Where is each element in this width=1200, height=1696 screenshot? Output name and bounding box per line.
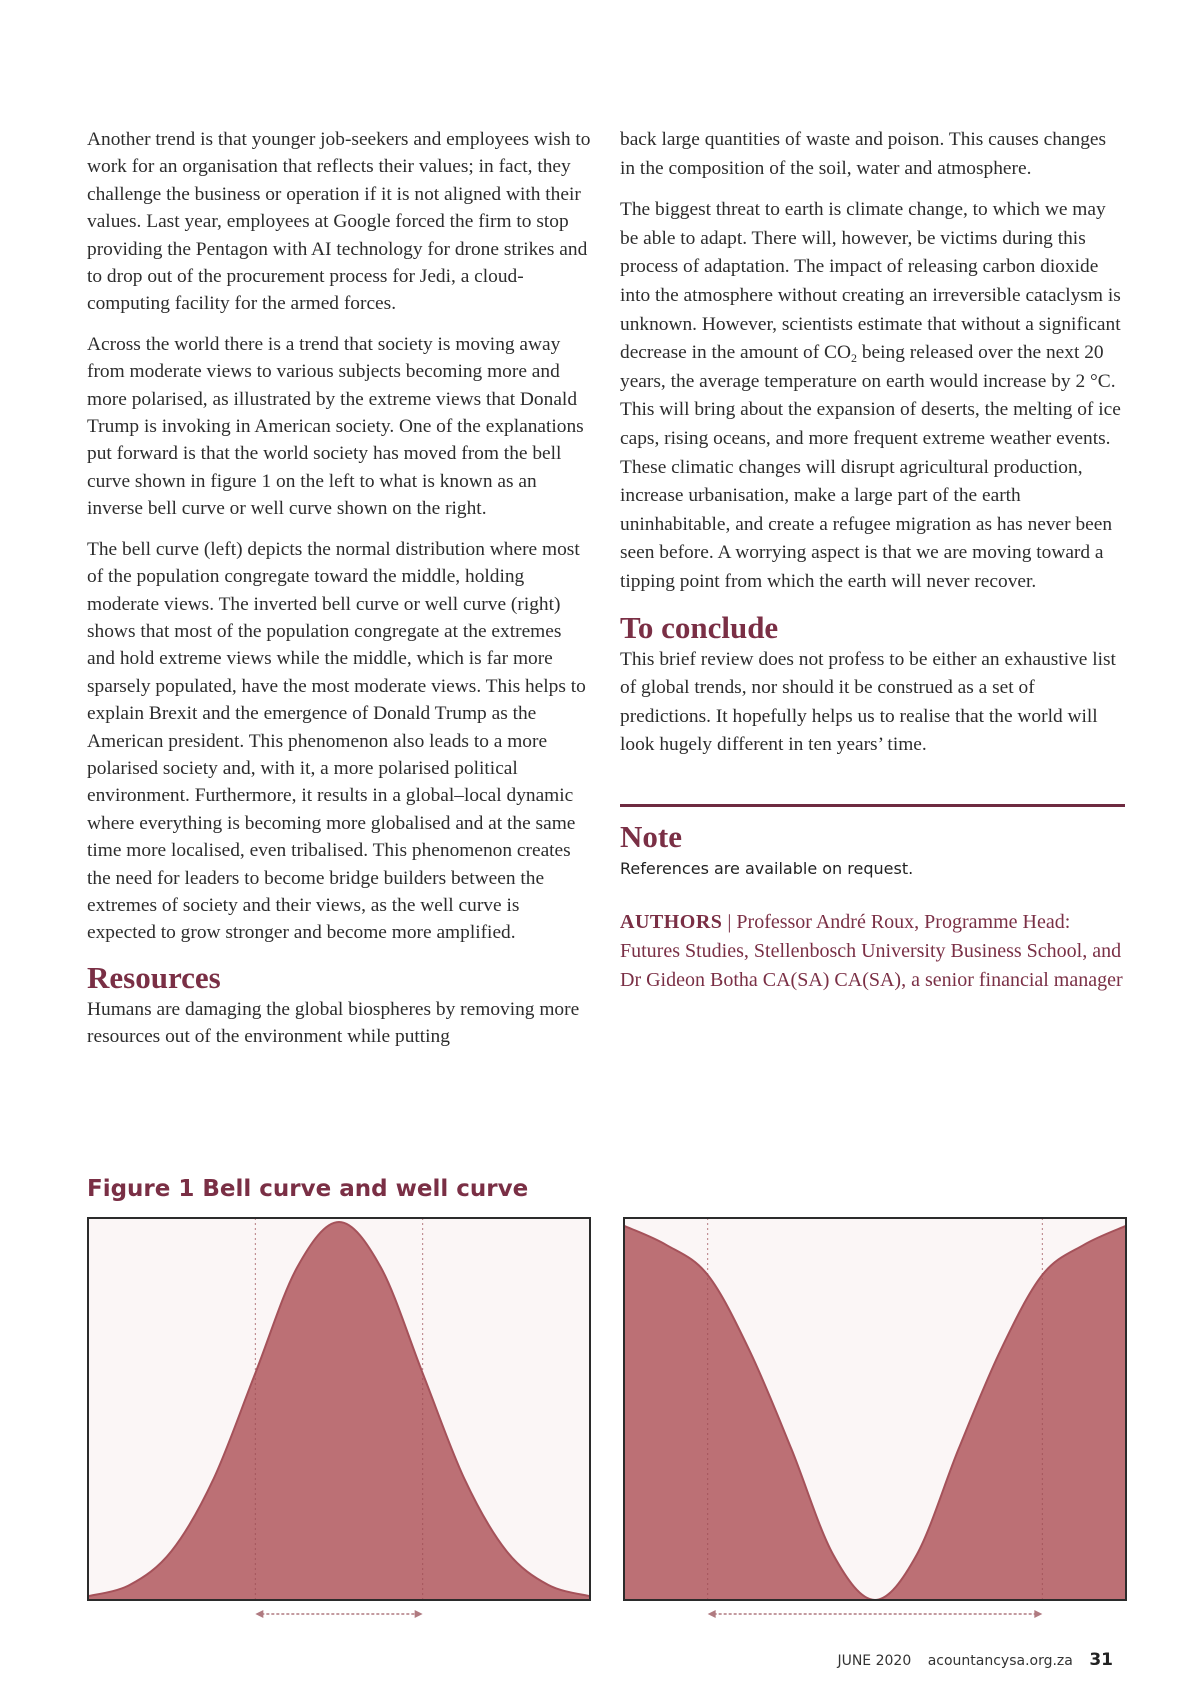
paragraph-job-seekers: Another trend is that younger job-seekers and employees wish to work for an organisation that reflects their values; in fact, they challenge the business or operation if it is not aligned with their values. Last year, employees at Google forced the firm to stop providing the Pentagon with AI technology for drone strikes and to drop out of the procurement process for Jedi, a cloud-computing facility for the armed forces. [87,129,591,315]
authors-byline [620,908,1125,995]
paragraph-climate-change [620,196,1125,596]
paragraph-bell-curve: The bell curve (left) depicts the normal distribution where most of the population congregate toward the middle, holding moderate views. The inverted bell curve or well curve (right) shows that most of the population congregate at the extremes and hold extreme views while the middle, which is far more sparsely populated, have the most moderate views. This helps to explain Brexit and the emergence of Donald Trump as the American president. This phenomenon also leads to a more polarised society and, with it, a more polarised political environment. Furthermore, it results in a global–local dynamic where everything is becoming more globalised and at the same time more localised, even tribalised. This phenomenon creates the need for leaders to become bridge builders between the extremes of society and their views, as the well curve is expected to grow stronger and become more amplified. [87,538,586,944]
authors-label: AUTHORS [620,910,723,933]
paragraph-waste: back large quantities of waste and poison. This causes changes in the composition of the soil, water and atmosphere. [620,129,1107,179]
range-arrow-left-head [708,1610,716,1618]
footer-date: JUNE 2020 [837,1653,912,1669]
note-divider [620,804,1125,807]
well-curve-chart [622,1216,1128,1630]
climate-text-end: being released over the next 20 years, the average temperature on earth would increase by 2 °C. This will bring about the expansion of deserts, the melting of ice caps, rising oceans, and more frequent extreme weather events. These climatic changes will disrupt agricultural production, increase urbanisation, make a large part of the earth uninhabitable, and create a refugee migration as has never been seen before. A worrying aspect is that we are moving toward a tipping point from which the earth will never recover. [620,342,1121,592]
range-arrow-right-head [415,1610,423,1618]
conclude-heading: To conclude [620,609,779,645]
note-text: References are available on request. [620,858,914,878]
page-number: 31 [1089,1650,1113,1670]
resources-paragraph: Humans are damaging the global biospheres by removing more resources out of the environment while putting [87,998,580,1048]
paragraph-polarisation: Across the world there is a trend that society is moving away from moderate views to various subjects becoming more and more polarised, as illustrated by the extreme views that Donald Trump is invoking in American society. One of the explanations put forward is that the world society has moved from the bell curve shown in figure 1 on the left to what is known as an inverse bell curve or well curve shown on the right. [87,333,584,520]
authors-text: Professor André Roux, Programme Head: Futures Studies, Stellenbosch University Business School, and Dr Gideon Botha CA(SA) CA(SA), a senior financial manager [620,910,1123,991]
co2-subscript: 2 [851,351,857,366]
conclude-paragraph: This brief review does not profess to be either an exhaustive list of global trends, nor should it be construed as a set of predictions. It hopefully helps us to realise that the world will look hugely different in ten years’ time. [620,648,1116,756]
footer-website: acountancysa.org.za [927,1653,1073,1669]
right-column [620,126,1125,995]
left-column [87,126,592,1064]
range-arrow-left-head [255,1610,263,1618]
climate-text-start: The biggest threat to earth is climate change, to which we may be able to adapt. There will, however, be victims during this process of adaptation. The impact of releasing carbon dioxide into the atmosphere without creating an irreversible cataclysm is unknown. However, scientists estimate that without a significant decrease in the amount of CO [620,199,1121,364]
authors-separator: | [727,910,732,933]
page-footer [825,1650,1113,1670]
resources-heading: Resources [87,959,221,995]
range-arrow-right-head [1034,1610,1042,1618]
note-heading: Note [620,818,682,854]
figure-title: Figure 1 Bell curve and well curve [87,1176,529,1202]
bell-curve-chart [86,1216,592,1630]
